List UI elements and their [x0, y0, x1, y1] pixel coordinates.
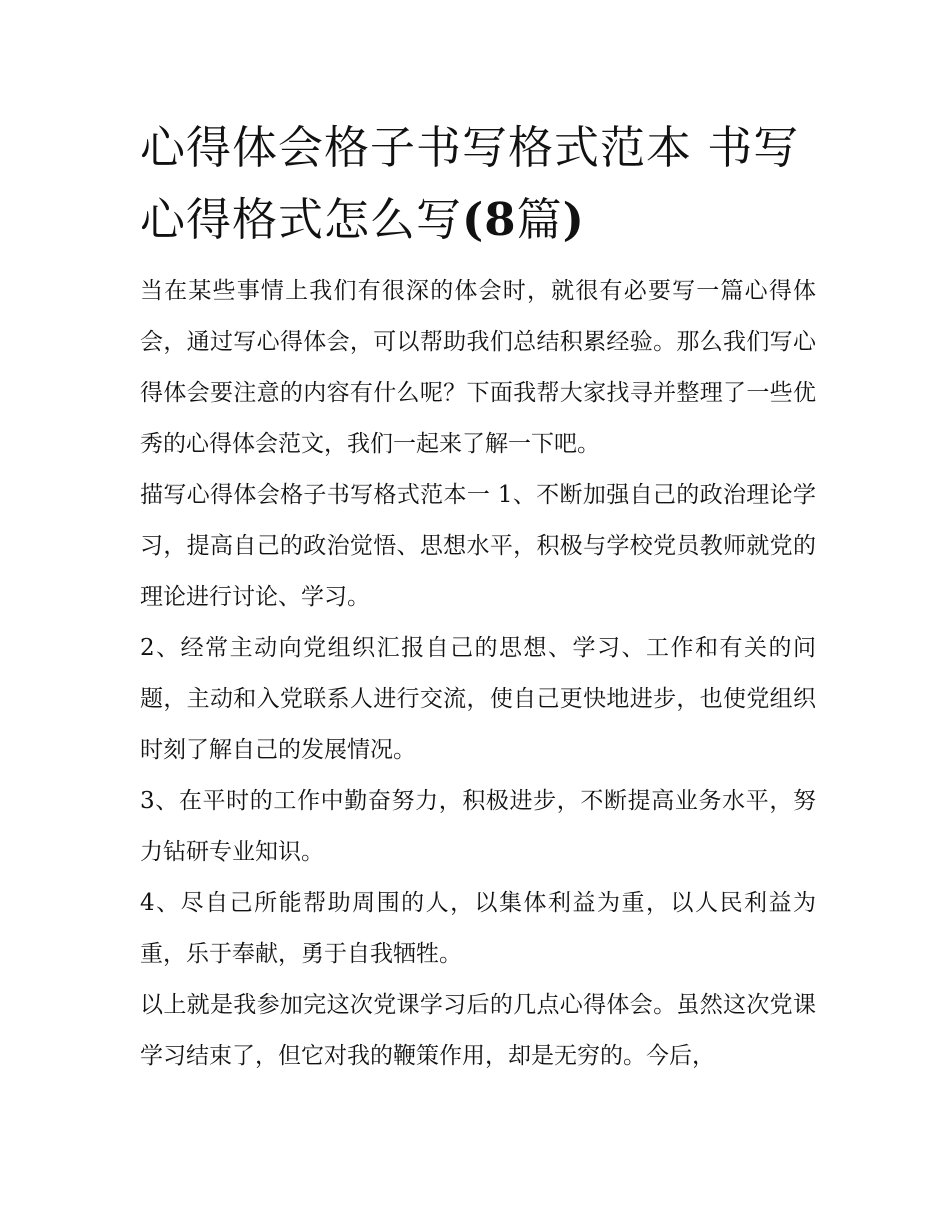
title-count-open: (8	[462, 193, 517, 246]
point-paragraph-2: 2、经常主动向党组织汇报自己的思想、学习、工作和有关的问题，主动和入党联系人进行交流，使自己更快地进步，也使党组织时刻了解自己的发展情况。	[140, 635, 816, 763]
title-count-close: )	[562, 193, 585, 246]
document-title	[140, 112, 816, 256]
point-paragraph-1: 描写心得体会格子书写格式范本一 1、不断加强自己的政治理论学习，提高自己的政治觉悟、思想水平，积极与学校党员教师就党的理论进行讨论、学习。	[140, 482, 816, 610]
conclusion-paragraph: 以上就是我参加完这次党课学习后的几点心得体会。虽然这次党课学习结束了，但它对我的鞭策作用，却是无穷的。今后，	[140, 992, 816, 1069]
document-content	[140, 112, 816, 1082]
document-body	[140, 266, 816, 1082]
title-text: 心得体会格子书写格式范本 书写心得格式怎么写	[140, 121, 800, 246]
intro-paragraph: 当在某些事情上我们有很深的体会时，就很有必要写一篇心得体会，通过写心得体会，可以帮助我们总结积累经验。那么我们写心得体会要注意的内容有什么呢？下面我帮大家找寻并整理了一些优秀的心得体会范文，我们一起来了解一下吧。	[140, 278, 816, 457]
point-paragraph-3: 3、在平时的工作中勤奋努力，积极进步，不断提高业务水平，努力钻研专业知识。	[140, 788, 816, 865]
point-paragraph-4: 4、尽自己所能帮助周围的人，以集体利益为重，以人民利益为重，乐于奉献，勇于自我牺牲。	[140, 890, 816, 967]
title-count-unit: 篇	[516, 193, 563, 246]
